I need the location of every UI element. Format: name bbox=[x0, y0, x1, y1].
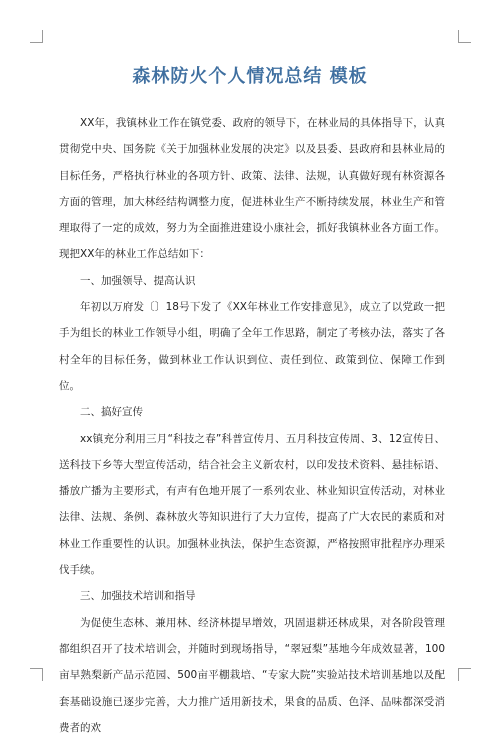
intro-paragraph: XX年，我镇林业工作在镇党委、政府的领导下，在林业局的具体指导下，认真贯彻党中央、国务院《关于加强林业发展的决定》以及县委、县政府和县林业局的目标任务，严格执行林业的各项方针、政策、法律、法规，认真做好现有林资源各方面的管理，加大林经结构调整力度，促进林业生产不断持续发展，林业生产和管理取得了一定的成效，努力为全面推进建设小康社会，抓好我镇林业各方面工作。现把XX年的林业工作总结如下： bbox=[59, 117, 445, 261]
corner-mark-bottom-left bbox=[30, 668, 43, 681]
document-title: 森林防火个人情况总结 模板 bbox=[132, 66, 368, 87]
section-heading-2: 二、搞好宣传 bbox=[80, 406, 143, 419]
corner-mark-top-right bbox=[458, 30, 471, 43]
corner-mark-top-left bbox=[30, 30, 43, 43]
section-paragraph-3: 为促使生态林、兼用林、经济林提早增效，巩固退耕还林成果，对各阶段管理都组织召开了技术培训会，并随时到现场指导，“翠冠梨”基地今年成效显著，100亩早熟梨新产品示范园、500亩平棚栽培、“专家大院”实验站技术培训基地以及配套基础设施已逐步完善，大力推广适用新技术，果食的品质、色泽、品味都深受消费者的欢 bbox=[59, 616, 445, 734]
section-paragraph-1: 年初以万府发〔〕18号下发了《XX年林业工作安排意见》，成立了以党政一把手为组长的林业工作领导小组，明确了全年工作思路，制定了考核办法，落实了各村全年的目标任务，做到林业工作认识到位、责任到位、政策到位、保障工作到位。 bbox=[59, 301, 445, 392]
section-paragraph-2: xx镇充分利用三月“科技之春”科普宣传月、五月科技宣传周、3、12宣传日、送科技下乡等大型宣传活动，结合社会主义新农村，以印发技术资料、悬挂标语、播放广播为主要形式，有声有色地开展了一系列农业、林业知识宣传活动，对林业法律、法规、条例、森林放火等知识进行了大力宣传，提高了广大农民的素质和对林业工作重要性的认识。加强林业执法，保护生态资源，严格按照审批程序办理采伐手续。 bbox=[59, 432, 445, 577]
section-heading-1: 一、加强领导、提高认识 bbox=[80, 274, 196, 287]
document-body bbox=[59, 110, 445, 741]
corner-mark-bottom-right bbox=[458, 668, 471, 681]
section-heading-3: 三、加强技术培训和指导 bbox=[80, 590, 196, 603]
